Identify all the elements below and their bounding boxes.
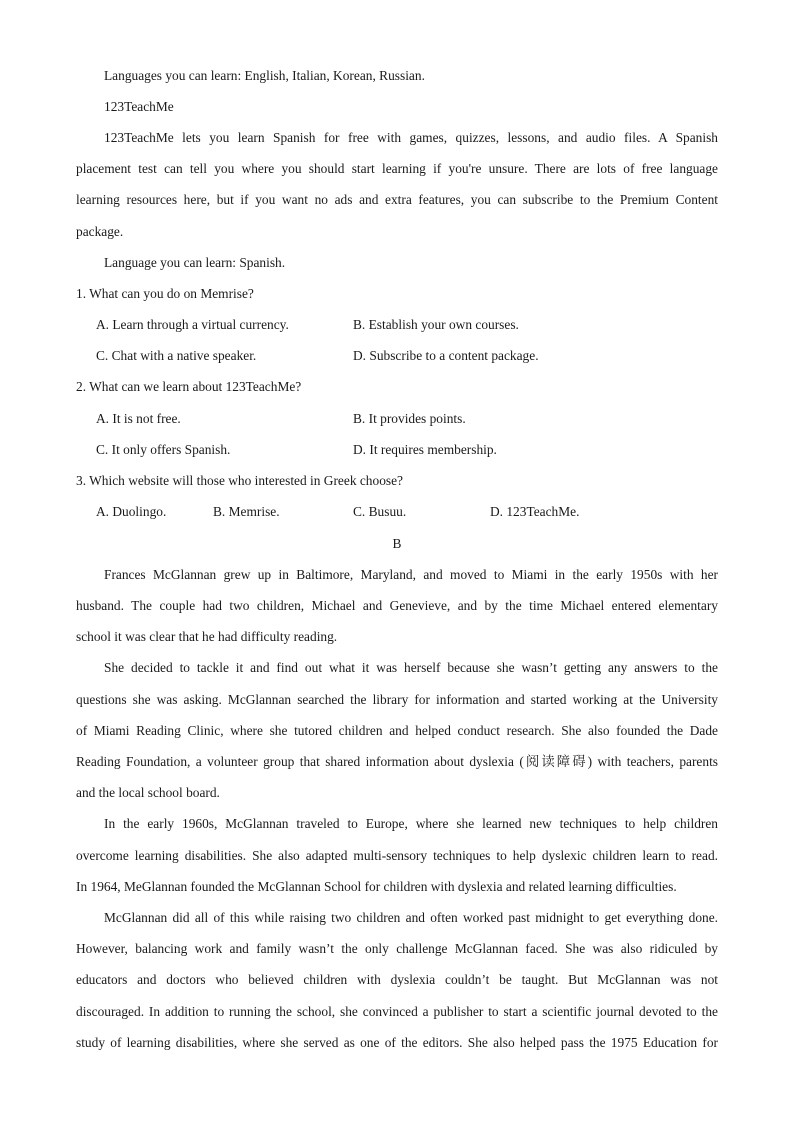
section-heading-b: B [392, 536, 402, 551]
paragraph-line: discouraged. In addition to running the school, she convinced a publisher to start a scientific journal devoted to the [76, 1004, 718, 1019]
paragraph-line: package. [76, 224, 124, 239]
question-option: B. It provides points. [353, 411, 466, 426]
paragraph-line: educators and doctors who believed children with dyslexia couldn’t be taught. But McGlannan was not [76, 972, 718, 987]
paragraph-line: questions she was asking. McGlannan searched the library for information and started working at the University [76, 692, 718, 707]
paragraph-line: husband. The couple had two children, Michael and Genevieve, and by the time Michael entered elementary [76, 598, 718, 613]
paragraph-line: learning resources here, but if you want no ads and extra features, you can subscribe to the Premium Content [76, 192, 718, 207]
paragraph-line: Frances McGlannan grew up in Baltimore, Maryland, and moved to Miami in the early 1950s with her [104, 567, 718, 582]
paragraph-line: and the local school board. [76, 785, 220, 800]
teachme-languages: Language you can learn: Spanish. [104, 255, 286, 270]
paragraph-line: study of learning disabilities, where she served as one of the editors. She also helped pass the 1975 Education for [76, 1035, 718, 1050]
question-option: B. Memrise. [213, 504, 280, 519]
question-stem: 1. What can you do on Memrise? [76, 286, 254, 301]
question-option: C. Busuu. [353, 504, 407, 519]
paragraph-line: In 1964, MeGlannan founded the McGlannan School for children with dyslexia and related learning difficulties. [76, 879, 677, 894]
paragraph-line: of Miami Reading Clinic, where she tutored children and helped conduct research. She also founded the Dade [76, 723, 718, 738]
paragraph-line: In the early 1960s, McGlannan traveled to Europe, where she learned new techniques to help children [104, 816, 718, 831]
paragraph-line: placement test can tell you where you should start learning if you're unsure. There are lots of free language [76, 161, 718, 176]
paragraph-line: school it was clear that he had difficulty reading. [76, 629, 338, 644]
question-option: B. Establish your own courses. [353, 317, 519, 332]
question-stem: 2. What can we learn about 123TeachMe? [76, 379, 302, 394]
question-stem: 3. Which website will those who interested in Greek choose? [76, 473, 403, 488]
paragraph-line: Reading Foundation, a volunteer group that shared information about dyslexia (阅读障碍) with teachers, parents [76, 754, 718, 769]
paragraph-line: 123TeachMe lets you learn Spanish for free with games, quizzes, lessons, and audio files. A Spanish [104, 130, 718, 145]
question-option: D. It requires membership. [353, 442, 497, 457]
question-option: A. It is not free. [96, 411, 181, 426]
question-option: C. It only offers Spanish. [96, 442, 231, 457]
paragraph-line: McGlannan did all of this while raising two children and often worked past midnight to get everything done. [104, 910, 718, 925]
question-option: D. Subscribe to a content package. [353, 348, 539, 363]
question-option: A. Learn through a virtual currency. [96, 317, 289, 332]
question-option: D. 123TeachMe. [490, 504, 580, 519]
question-option: C. Chat with a native speaker. [96, 348, 257, 363]
paragraph-line: However, balancing work and family wasn’t the only challenge McGlannan faced. She was also ridiculed by [76, 941, 718, 956]
paragraph-line: She decided to tackle it and find out what it was herself because she wasn’t getting any answers to the [104, 660, 718, 675]
site-heading-123teachme: 123TeachMe [104, 99, 174, 114]
paragraph-line: overcome learning disabilities. She also adapted multi-sensory techniques to help dyslexic children learn to read. [76, 848, 718, 863]
question-option: A. Duolingo. [96, 504, 167, 519]
memrise-languages: Languages you can learn: English, Italian, Korean, Russian. [104, 68, 425, 83]
